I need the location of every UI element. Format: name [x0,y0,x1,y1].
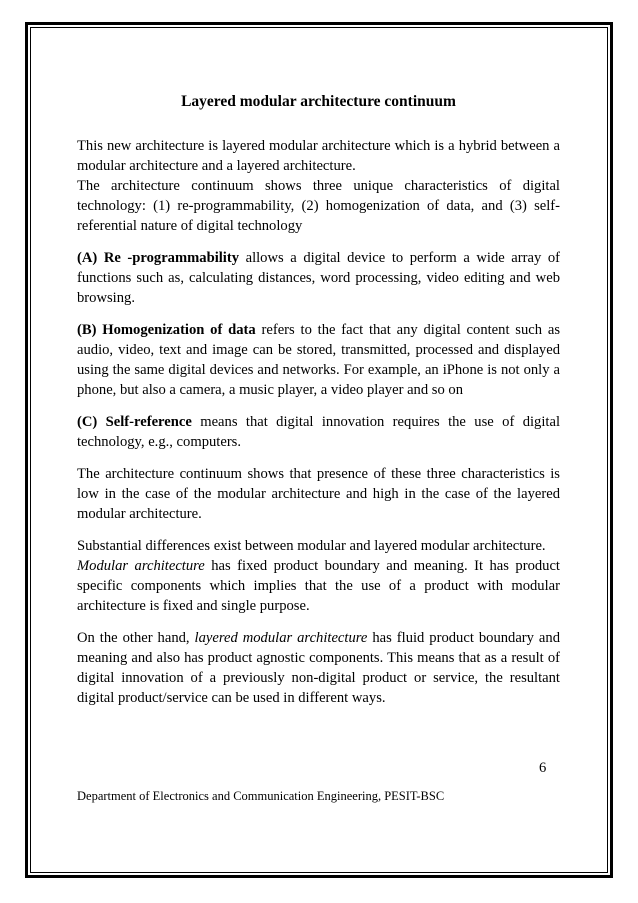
section-self-reference [77,412,560,452]
other-hand-after: has fluid product boundary and meaning and also has product agnostic components. This means that as a result of digital innovation of a previously non-digital product or service, the resultant digital product/service can be used in different ways. [77,630,561,706]
page-title: Layered modular architecture continuum [181,93,456,110]
page-content [77,92,560,708]
other-hand-before: On the other hand, [77,630,195,646]
other-hand-paragraph [77,628,560,708]
modular-architecture-paragraph [77,556,560,616]
intro-paragraph-2: The architecture continuum shows three unique characteristics of digital technology: (1) re-programmability, (2) homogenization of data, and (3) self-referential nature of digital technology [77,178,560,234]
page-number: 6 [539,760,547,776]
section-reprogrammability [77,248,560,308]
section-term: (A) Re -programmability [77,250,240,266]
modular-term: Modular architecture [77,558,205,574]
section-text: refers to the fact that any digital content such as audio, video, text and image can be stored, transmitted, processed and displayed using the same digital devices and networks. For example, an iPhone is not only a phone, but also a camera, a music player, a video player and so on [77,322,561,398]
continuum-paragraph: The architecture continuum shows that presence of these three characteristics is low in the case of the modular architecture and high in the case of the layered modular architecture. [77,466,560,522]
section-text: means that digital innovation requires the use of digital technology, e.g., computers. [77,414,560,450]
modular-text: has fixed product boundary and meaning. It has product specific components which implies that the use of a product with modular architecture is fixed and single purpose. [77,558,560,614]
section-text: allows a digital device to perform a wide array of functions such as, calculating distances, word processing, video editing and web browsing. [77,250,560,306]
layered-modular-term: layered modular architecture [194,630,368,646]
page-footer: Department of Electronics and Communication Engineering, PESIT-BSC [77,789,445,803]
differences-lead: Substantial differences exist between modular and layered modular architecture. [77,538,546,554]
intro-paragraph-1: This new architecture is layered modular architecture which is a hybrid between a modular architecture and a layered architecture. [77,138,560,174]
section-term: (C) Self-reference [77,414,192,430]
section-homogenization [77,320,560,400]
section-term: (B) Homogenization of data [77,322,256,338]
